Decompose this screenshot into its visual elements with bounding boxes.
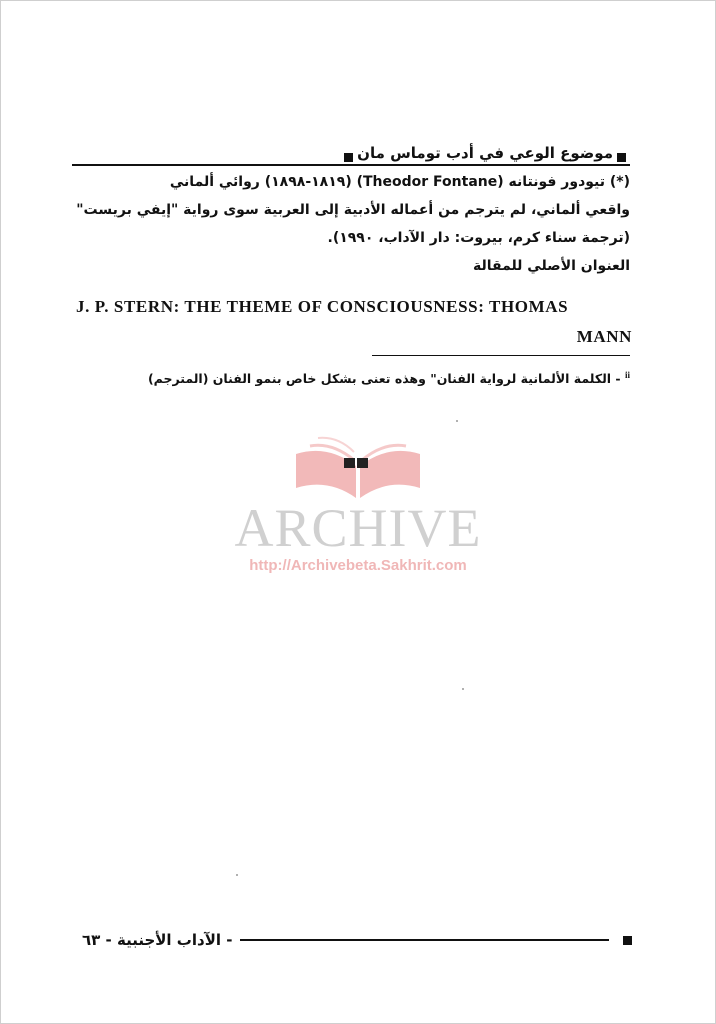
scan-speck <box>236 874 238 876</box>
square-bullet-icon <box>623 936 632 945</box>
footnote-marker: ii <box>624 370 630 380</box>
footnote-rule <box>372 355 630 356</box>
square-bullet-icon <box>617 153 626 162</box>
running-header <box>72 138 630 166</box>
footer-journal-page: - الآداب الأجنبية - ٦٣ <box>82 931 233 949</box>
translator-note-line: واقعي ألماني، لم يترجم من أعماله الأدبية إلى العربية سوى رواية "إيفي بريست" <box>76 202 630 218</box>
original-title-label: العنوان الأصلي للمقالة <box>472 258 630 274</box>
original-title-line: MANN <box>576 327 632 346</box>
archive-book-logo-icon <box>288 436 428 506</box>
scan-speck <box>462 688 464 690</box>
translator-note-line: (*) تيودور فونتانه (Theodor Fontane) (١٨١٩-١٨٩٨) روائي ألماني <box>169 174 630 190</box>
square-bullet-icon <box>344 153 353 162</box>
page-footer <box>82 928 632 952</box>
footer-rule <box>240 939 609 941</box>
footnote <box>147 370 630 387</box>
original-article-title <box>76 292 632 352</box>
watermark-archive-text: ARCHIVE <box>234 498 482 558</box>
footnote-text: - الكلمة الألمانية لرواية الفنان" وهذه تعنى بشكل خاص بنمو الفنان (المترجم) <box>147 371 621 387</box>
translator-note-line: (ترجمة سناء كرم، بيروت: دار الآداب، ١٩٩٠). <box>327 230 630 246</box>
scan-speck <box>456 420 458 422</box>
original-title-line: J. P. STERN: THE THEME OF CONSCIOUSNESS: THOMAS <box>76 297 569 316</box>
header-title: موضوع الوعي في أدب توماس مان <box>357 144 613 162</box>
watermark-url: http://Archivebeta.Sakhrit.com <box>249 557 467 574</box>
